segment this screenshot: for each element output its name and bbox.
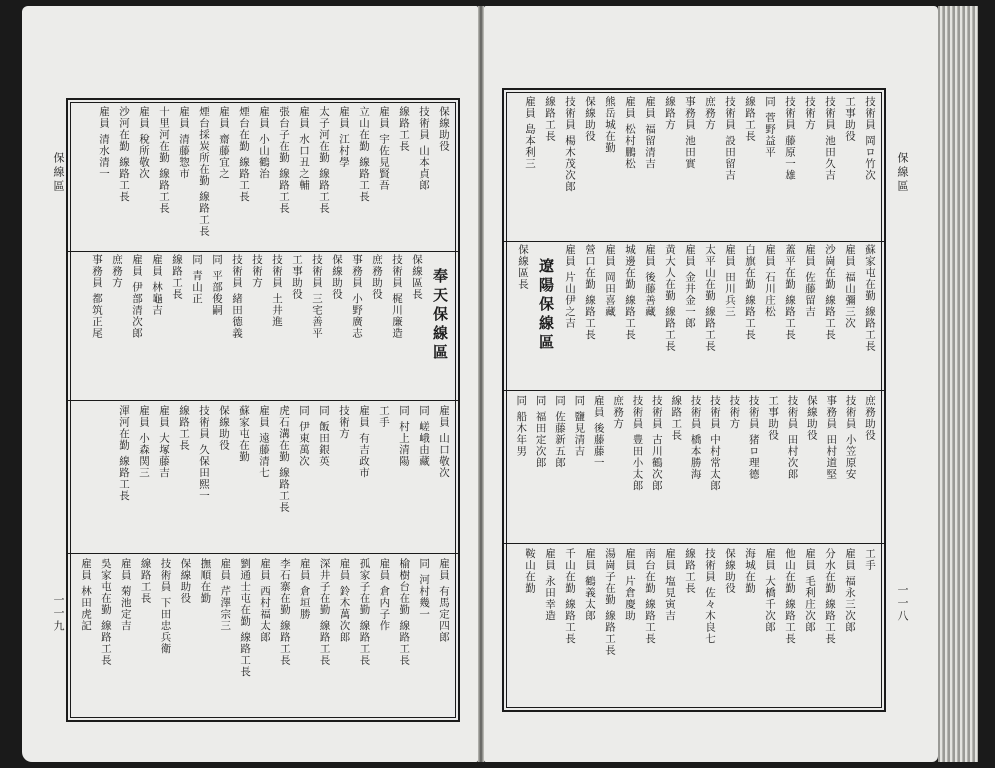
roster-entry: 渾河在勤 線路工長 — [118, 405, 130, 502]
roster-entry: 線路工長 — [398, 106, 410, 152]
roster-entry: 技術員 土井進 — [271, 254, 283, 328]
right-band-1 — [504, 96, 884, 242]
roster-entry: 雇員 倉内子作 — [378, 558, 391, 632]
roster-entry: 蘇家屯在勤 — [238, 405, 250, 463]
roster-entry: 雇員 福永三次郎 — [844, 548, 856, 633]
roster-entry: 虎石溝在勤 線路工長 — [278, 405, 290, 513]
roster-entry: 海城在勤 — [744, 548, 756, 594]
roster-entry: 營口在勤 線路工長 — [584, 244, 596, 341]
roster-entry: 雇員 大塚藤吉 — [158, 405, 170, 479]
roster-entry: 保線助役 — [584, 96, 596, 142]
roster-entry: 熊岳城在勤 — [604, 96, 616, 154]
roster-entry: 事務員 田村道堅 — [825, 395, 838, 480]
roster-entry: 保線助役 — [805, 395, 818, 441]
roster-entry: 同 伊東萬次 — [298, 405, 310, 467]
roster-entry: 十里河在勤 線路工長 — [158, 106, 170, 214]
roster-entry: 雇員 塩見寅吉 — [664, 548, 676, 622]
roster-entry: 雇員 山口敬次 — [438, 405, 450, 479]
roster-entry: 雇員 大橋千次郎 — [764, 548, 776, 633]
roster-entry: 同 佐藤新五郎 — [554, 395, 566, 469]
roster-entry: 技術員 猪ロ理德 — [747, 395, 760, 480]
roster-entry: 線路方 — [664, 96, 676, 131]
left-running-header: 保線區 — [52, 152, 65, 194]
roster-entry: 庶務方 — [111, 254, 123, 289]
roster-entry: 技術員 古川鶴次郎 — [650, 395, 663, 492]
roster-entry: 庶務助役 — [864, 395, 876, 441]
roster-entry: 雇員 福留清吉 — [644, 96, 656, 170]
page-edges — [938, 6, 978, 762]
roster-entry: 技術員 下田忠兵衛 — [159, 558, 172, 655]
roster-entry: 雇員 鈴木萬次郎 — [338, 558, 351, 643]
roster-entry: 技術方 — [804, 96, 816, 131]
roster-entry: 雇員 片山伊之吉 — [564, 244, 576, 329]
roster-entry: 庶務助役 — [371, 254, 383, 300]
roster-entry: 工手 — [378, 405, 390, 428]
roster-entry: 保線區長 — [517, 244, 529, 290]
right-table — [502, 88, 886, 712]
roster-entry: 蘇家屯在勤 線路工長 — [864, 244, 876, 352]
roster-entry: 同 鹽見清吉 — [573, 395, 586, 457]
roster-entry: 技術員 中村常太郎 — [709, 395, 721, 492]
roster-entry: 雇員 松村鵬松 — [624, 96, 636, 170]
roster-entry: 技術員 池田久吉 — [824, 96, 836, 181]
roster-entry: 分水在勤 線路工長 — [824, 548, 836, 645]
roster-entry: 雇員 片倉慶助 — [624, 548, 636, 622]
roster-entry: 事務員 都筑正尾 — [91, 254, 103, 339]
roster-entry: 沙河在勤 線路工長 — [118, 106, 130, 203]
roster-entry: 雇員 林田虎記 — [79, 558, 92, 632]
right-band-3 — [504, 395, 884, 544]
roster-entry: 保線區長 — [411, 254, 423, 300]
roster-entry: 技術員 三宅善平 — [311, 254, 323, 339]
roster-entry: 雇員 江村學 — [338, 106, 350, 168]
roster-entry: 湯崗子在勤 線路工長 — [604, 548, 616, 656]
roster-entry: 保線助役 — [331, 254, 343, 300]
roster-entry: 雇員 芹澤宗三 — [219, 558, 232, 632]
roster-entry: 遼陽保線區 — [537, 258, 555, 353]
right-page-number: 一一八 — [896, 584, 909, 623]
roster-entry: 他山在勤 線路工長 — [784, 548, 796, 645]
roster-entry: 同 菅野益平 — [764, 96, 776, 158]
roster-entry: 雇員 倉垣勝 — [298, 558, 311, 620]
left-table — [66, 98, 460, 722]
roster-entry: 雇員 伊部清次郎 — [131, 254, 143, 339]
roster-entry: 技術員 小笠原安 — [844, 395, 857, 480]
roster-entry: 深井子在勤 線路工長 — [318, 558, 331, 666]
roster-entry: 線路工長 — [178, 405, 190, 451]
roster-entry: 保線助役 — [179, 558, 192, 604]
right-band-2 — [504, 244, 884, 391]
roster-entry: 沙崗在勤 線路工長 — [824, 244, 836, 341]
roster-entry: 雇員 清水清一 — [98, 106, 110, 180]
roster-entry: 線路工長 — [684, 548, 696, 594]
roster-entry: 線路工長 — [744, 96, 756, 142]
roster-entry: 技術員 橋本勝海 — [689, 395, 702, 480]
roster-entry: 吳家屯在勤 線路工長 — [99, 558, 112, 666]
roster-entry: 工事助役 — [844, 96, 856, 142]
left-band-3 — [68, 405, 458, 554]
roster-entry: 白旗在勤 線路工長 — [744, 244, 756, 341]
left-page — [22, 6, 478, 762]
roster-entry: 鞍山在勤 — [524, 548, 536, 594]
roster-entry: 雇員 林龜吉 — [151, 254, 163, 316]
roster-entry: 雇員 毛利庄次郎 — [804, 548, 816, 633]
roster-entry: 同 嵯峨由藏 — [418, 405, 430, 467]
roster-entry: 太子河在勤 線路工長 — [318, 106, 330, 214]
roster-entry: 雇員 石川庄松 — [764, 244, 776, 318]
roster-entry: 保線助役 — [724, 548, 736, 594]
roster-entry: 工事助役 — [767, 395, 780, 441]
roster-entry: 黄大人在勤 線路工長 — [664, 244, 676, 352]
roster-entry: 同 河村幾一 — [418, 558, 431, 620]
roster-entry: 雇員 永田幸造 — [544, 548, 556, 622]
roster-entry: 保線助役 — [438, 106, 450, 152]
roster-entry: 李石寨在勤 線路工長 — [278, 558, 291, 666]
roster-entry: 同 青山正 — [191, 254, 203, 305]
roster-entry: 雇員 菊池定吉 — [119, 558, 132, 632]
roster-entry: 雇員 後藤善藏 — [644, 244, 656, 318]
roster-entry: 同 飯田銀英 — [318, 405, 330, 467]
roster-entry: 雇員 水口丑之輔 — [298, 106, 310, 191]
roster-entry: 蓋平在勤 線路工長 — [784, 244, 796, 341]
roster-entry: 雇員 小森関三 — [138, 405, 150, 479]
roster-entry: 事務員 小野廣志 — [351, 254, 363, 339]
roster-entry: 雇員 有馬定四郎 — [438, 558, 450, 643]
roster-entry: 同 福田定次郎 — [534, 395, 547, 469]
roster-entry: 技術員 佐々木良七 — [704, 548, 716, 645]
roster-entry: 線路工長 — [171, 254, 183, 300]
roster-entry: 同 村上清陽 — [398, 405, 410, 467]
roster-entry: 雇員 有吉政市 — [358, 405, 370, 479]
roster-entry: 雇員 宇佐見賢吾 — [378, 106, 390, 191]
roster-entry: 雇員 稅所敬次 — [138, 106, 150, 180]
roster-entry: 技術方 — [728, 395, 741, 430]
roster-entry: 庶務方 — [612, 395, 625, 430]
roster-entry: 孤家子在勤 線路工長 — [358, 558, 371, 666]
roster-entry: 保線助役 — [218, 405, 230, 451]
roster-entry: 撫順在勤 — [199, 558, 212, 604]
roster-entry: 太平山在勤 線路工長 — [704, 244, 716, 352]
roster-entry: 線路工長 — [544, 96, 556, 142]
roster-entry: 雇員 鶴義太郎 — [584, 548, 596, 622]
roster-entry: 工手 — [864, 548, 876, 571]
left-band-2 — [68, 254, 458, 401]
roster-entry: 技術員 藤原一雄 — [784, 96, 796, 181]
left-band-1 — [68, 106, 458, 252]
roster-entry: 雇員 島本利三 — [524, 96, 536, 170]
roster-entry: 技術員 田村次郎 — [786, 395, 799, 480]
roster-entry: 技術員 山本貞郎 — [418, 106, 430, 191]
right-band-4 — [504, 548, 884, 698]
right-running-header: 保線區 — [896, 152, 909, 194]
roster-entry: 雇員 田川兵三 — [724, 244, 736, 318]
roster-entry: 劉通士屯在勤 線路工長 — [239, 558, 252, 678]
left-band-4 — [68, 558, 458, 708]
roster-entry: 雇員 後藤藤一 — [592, 395, 605, 469]
roster-entry: 雇員 佐藤留吉 — [804, 244, 816, 318]
roster-entry: 同 平部俊嗣 — [211, 254, 223, 316]
roster-entry: 線路工長 — [139, 558, 152, 604]
roster-entry: 技術方 — [251, 254, 263, 289]
roster-entry: 煙台採炭所在勤 線路工長 — [198, 106, 210, 237]
roster-entry: 雇員 福山彌三次 — [844, 244, 856, 329]
roster-entry: 雇員 清藤惣市 — [178, 106, 190, 180]
roster-entry: 南台在勤 線路工長 — [644, 548, 656, 645]
roster-entry: 技術員 梶川廉造 — [391, 254, 403, 339]
roster-entry: 同 船木年男 — [515, 395, 528, 457]
roster-entry: 張台子在勤 線路工長 — [278, 106, 290, 214]
roster-entry: 技術員 楊木茂次郎 — [564, 96, 576, 193]
roster-entry: 城邊在勤 線路工長 — [624, 244, 636, 341]
roster-entry: 雇員 齋藤宜之 — [218, 106, 230, 180]
roster-entry: 立山在勤 線路工長 — [358, 106, 370, 203]
roster-entry: 技術員 久保田熙一 — [198, 405, 210, 502]
roster-entry: 雇員 小山鶴治 — [258, 106, 270, 180]
roster-entry: 技術員 岡ロ竹次 — [864, 96, 876, 181]
roster-entry: 雇員 西村福太郎 — [258, 558, 271, 643]
roster-entry: 雇員 金井金一郎 — [684, 244, 696, 329]
roster-entry: 技術方 — [338, 405, 350, 440]
roster-entry: 煙台在勤 線路工長 — [238, 106, 250, 203]
roster-entry: 技術員 豊田小太郎 — [631, 395, 644, 492]
roster-entry: 事務員 池田實 — [684, 96, 696, 170]
roster-entry: 千山在勤 線路工長 — [564, 548, 576, 645]
right-page — [484, 6, 938, 762]
roster-entry: 技術員 設田留吉 — [724, 96, 736, 181]
roster-entry: 技術員 緒田德義 — [231, 254, 243, 339]
roster-entry: 線路工長 — [670, 395, 683, 441]
roster-entry: 工事助役 — [291, 254, 303, 300]
left-page-number: 一一九 — [52, 594, 65, 633]
roster-entry: 奉天保線區 — [431, 268, 449, 363]
roster-entry: 榆樹台在勤 線路工長 — [398, 558, 411, 666]
roster-entry: 庶務方 — [704, 96, 716, 131]
roster-entry: 雇員 岡田喜藏 — [604, 244, 616, 318]
roster-entry: 雇員 遠藤清七 — [258, 405, 270, 479]
